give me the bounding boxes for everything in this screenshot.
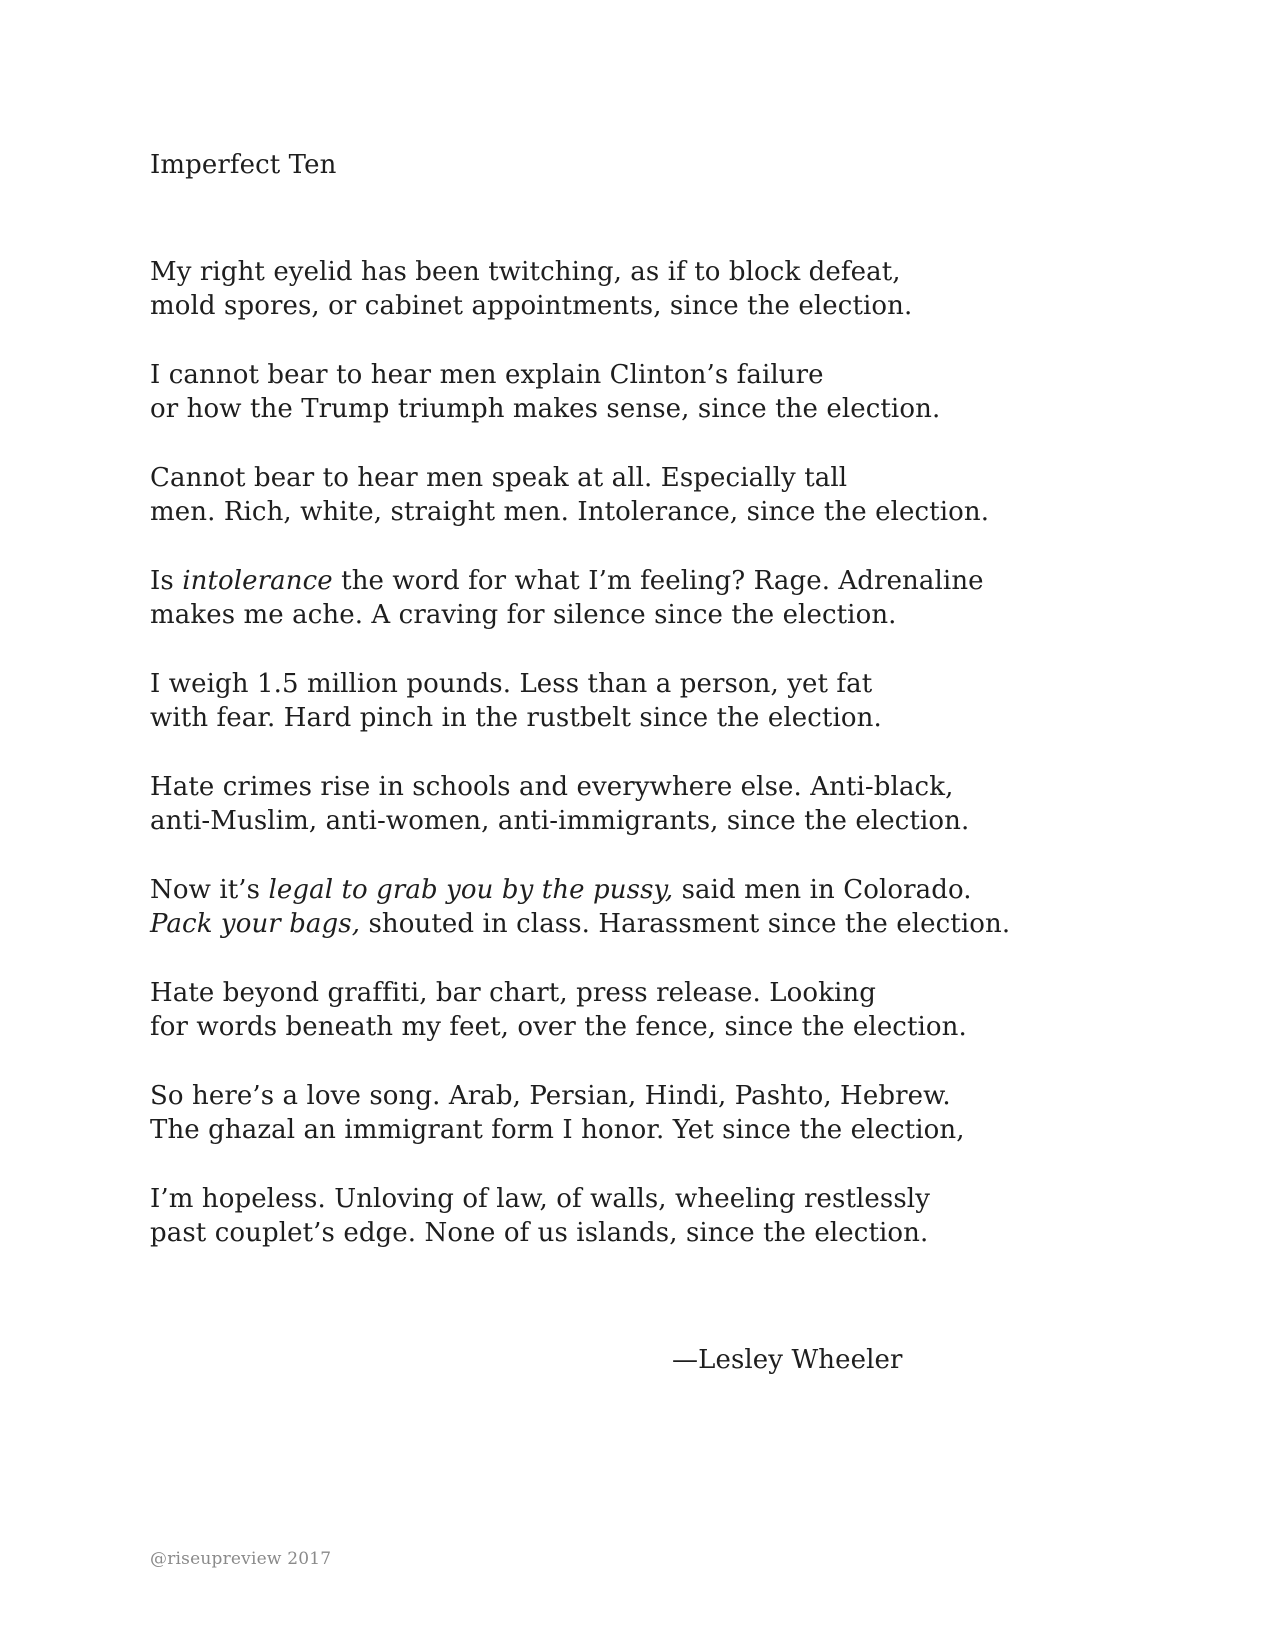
line-text: the word for what I’m feeling? Rage. Adrenaline xyxy=(332,566,984,596)
poem-line xyxy=(150,564,1230,598)
line-text: Now it’s xyxy=(150,875,269,905)
line-text: The ghazal an immigrant form I honor. Yet since the election, xyxy=(150,1115,965,1145)
poem-line xyxy=(150,358,1230,392)
author-signature: —Lesley Wheeler xyxy=(672,1345,903,1375)
couplet xyxy=(150,1182,1230,1250)
line-text: I weigh 1.5 million pounds. Less than a person, yet fat xyxy=(150,669,873,699)
poem-line xyxy=(150,1079,1230,1113)
line-text: My right eyelid has been twitching, as if to block defeat, xyxy=(150,257,901,287)
poem-line xyxy=(150,1216,1230,1250)
italic-phrase: legal to grab you by the pussy, xyxy=(268,875,674,905)
copyright-footer: @riseupreview 2017 xyxy=(150,1549,332,1569)
line-text: for words beneath my feet, over the fence, since the election. xyxy=(150,1012,967,1042)
couplet xyxy=(150,564,1230,632)
poem-line xyxy=(150,598,1230,632)
poem-line xyxy=(150,289,1230,323)
line-text: past couplet’s edge. None of us islands, since the election. xyxy=(150,1218,929,1248)
line-text: with fear. Hard pinch in the rustbelt since the election. xyxy=(150,703,882,733)
line-text: Cannot bear to hear men speak at all. Especially tall xyxy=(150,463,848,493)
line-text: men. Rich, white, straight men. Intolerance, since the election. xyxy=(150,497,990,527)
couplet xyxy=(150,358,1230,426)
couplet xyxy=(150,976,1230,1044)
poem-line xyxy=(150,461,1230,495)
poem-line xyxy=(150,392,1230,426)
italic-phrase: Pack your bags, xyxy=(150,909,361,939)
poem-line xyxy=(150,701,1230,735)
poem-line xyxy=(150,1182,1230,1216)
poem-line xyxy=(150,495,1230,529)
poem-line xyxy=(150,907,1230,941)
poem-line xyxy=(150,976,1230,1010)
line-text: said men in Colorado. xyxy=(673,875,972,905)
poem-line xyxy=(150,770,1230,804)
italic-phrase: intolerance xyxy=(182,566,333,596)
poem-title: Imperfect Ten xyxy=(150,150,337,180)
line-text: Is xyxy=(150,566,183,596)
poem-line xyxy=(150,1113,1230,1147)
couplet xyxy=(150,770,1230,838)
couplet xyxy=(150,873,1230,941)
line-text: shouted in class. Harassment since the election. xyxy=(360,909,1011,939)
poem-line xyxy=(150,804,1230,838)
poem-line xyxy=(150,873,1230,907)
line-text: I cannot bear to hear men explain Clinton’s failure xyxy=(150,360,824,390)
line-text: or how the Trump triumph makes sense, since the election. xyxy=(150,394,941,424)
poem-body xyxy=(150,255,1230,1285)
poem-line xyxy=(150,667,1230,701)
line-text: anti-Muslim, anti-women, anti-immigrants, since the election. xyxy=(150,806,970,836)
line-text: mold spores, or cabinet appointments, since the election. xyxy=(150,291,913,321)
line-text: I’m hopeless. Unloving of law, of walls, wheeling restlessly xyxy=(150,1184,930,1214)
line-text: Hate beyond graffiti, bar chart, press release. Looking xyxy=(150,978,876,1008)
couplet xyxy=(150,255,1230,323)
couplet xyxy=(150,667,1230,735)
poem-line xyxy=(150,1010,1230,1044)
couplet xyxy=(150,1079,1230,1147)
poem-line xyxy=(150,255,1230,289)
line-text: Hate crimes rise in schools and everywhere else. Anti-black, xyxy=(150,772,954,802)
line-text: So here’s a love song. Arab, Persian, Hindi, Pashto, Hebrew. xyxy=(150,1081,951,1111)
line-text: makes me ache. A craving for silence since the election. xyxy=(150,600,897,630)
couplet xyxy=(150,461,1230,529)
